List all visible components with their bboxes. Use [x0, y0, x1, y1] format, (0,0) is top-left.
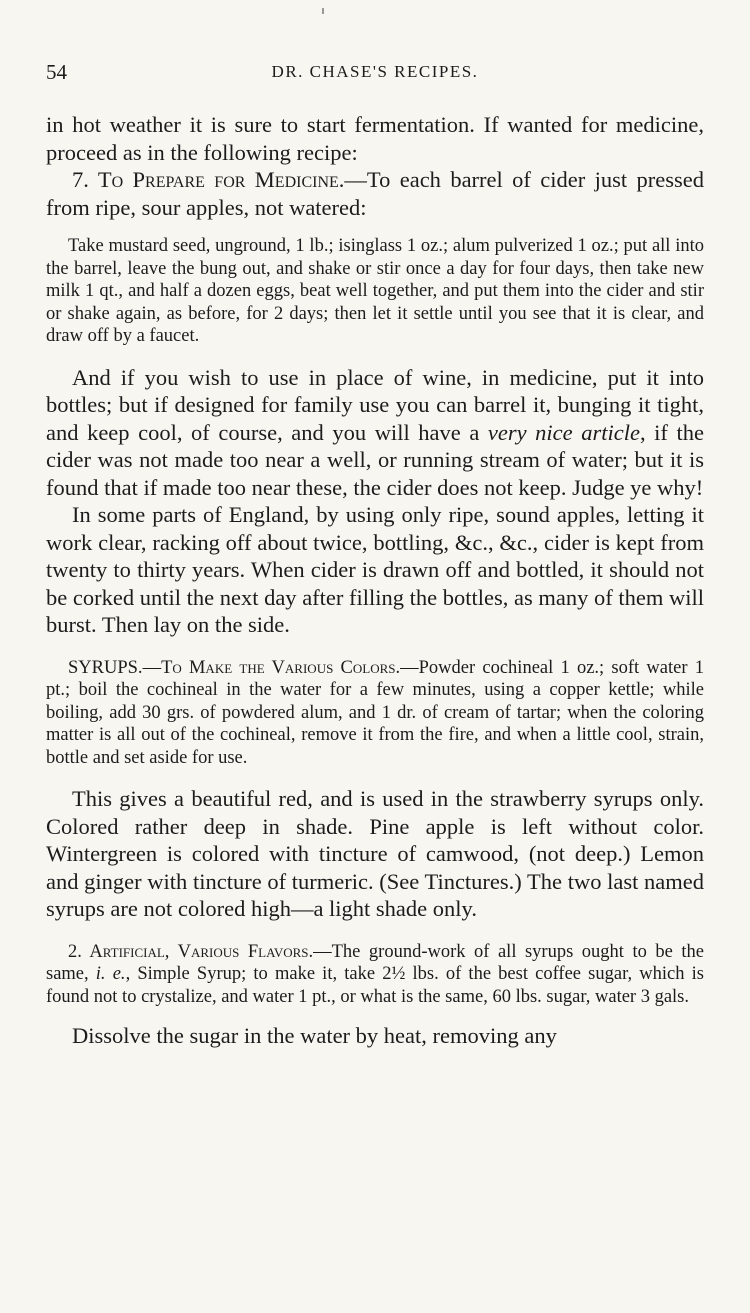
- recipe-syrup-colors: SYRUPS.—To Make the Various Colors.—Powder cochineal 1 oz.; soft water 1 pt.; boil the cochineal in the water for a few minutes, using a copper kettle; while boiling, add 30 grs. of powdered alum, and 1 dr. of cream of tartar; when the coloring matter is all out of the cochineal, remove it from the fire, and when a little cool, strain, bottle and set aside for use.: [46, 657, 704, 768]
- recipe-artificial-flavors: 2. Artificial, Various Flavors.—The ground-work of all syrups ought to be the same, i. e., Simple Syrup; to make it, take 2½ lbs. of the best coffee sugar, which is found not to crystalize, and water 1 pt., or what is the same, 60 lbs. sugar, water 3 gals.: [46, 941, 704, 1007]
- paragraph-wine-use: And if you wish to use in place of wine, in medicine, put it into bottles; but if designed for family use you can barrel it, bunging it tight, and keep cool, of course, and you will have a very nice article, if the cider was not made too near a well, or running stream of water; but it is found that if made too near these, the cider does not keep. Judge ye why!: [46, 364, 704, 500]
- page-number: 54: [46, 60, 67, 84]
- recipe-ingredients: Take mustard seed, unground, 1 lb.; isinglass 1 oz.; alum pulverized 1 oz.; put all into the barrel, leave the bung out, and shake or stir once a day for four days, then take new milk 1 qt., and half a dozen eggs, beat well together, and put them into the cider and stir or shake again, as before, for 2 days; then let it settle until you see that it is clear, and draw off by a faucet.: [46, 236, 704, 346]
- recipe-prepare-for-medicine: 7. To Prepare for Medicine.—To each barrel of cider just pressed from ripe, sour apples, not watered:: [46, 167, 704, 220]
- page-header: [46, 60, 704, 90]
- paragraph-england: In some parts of England, by using only ripe, sound apples, letting it work clear, racking off about twice, bottling, &c., &c., cider is kept from twenty to thirty years. When cider is drawn off and bottled, it should not be corked until the next day after filling the bottles, as many of them will burst. Then lay on the side.: [46, 502, 704, 637]
- emphasis-text: i. e.: [95, 964, 126, 984]
- paragraph-fermentation: in hot weather it is sure to start fermentation. If wanted for medicine, proceed as in the following recipe:: [46, 112, 704, 165]
- running-title: DR. CHASE'S RECIPES.: [271, 62, 479, 81]
- recipe-heading: —To Make the Various Colors.: [142, 657, 401, 678]
- section-heading: SYRUPS.: [68, 657, 143, 678]
- page-body: [46, 111, 704, 1050]
- paragraph-dissolve: Dissolve the sugar in the water by heat, removing any: [72, 1023, 557, 1048]
- recipe-heading: 2. Artificial, Various Flavors.: [68, 941, 314, 962]
- emphasis-text: very nice article: [487, 419, 640, 445]
- print-speck: [322, 8, 324, 14]
- recipe-heading: 7. To Prepare for Medicine.: [72, 167, 345, 192]
- paragraph-beautiful-red: This gives a beautiful red, and is used in the strawberry syrups only. Colored rather deep in shade. Pine apple is left without color. Wintergreen is colored with tincture of camwood, (not deep.) Lemon and ginger with tincture of turmeric. (See Tinctures.) The two last named syrups are not colored high—a light shade only.: [46, 786, 704, 921]
